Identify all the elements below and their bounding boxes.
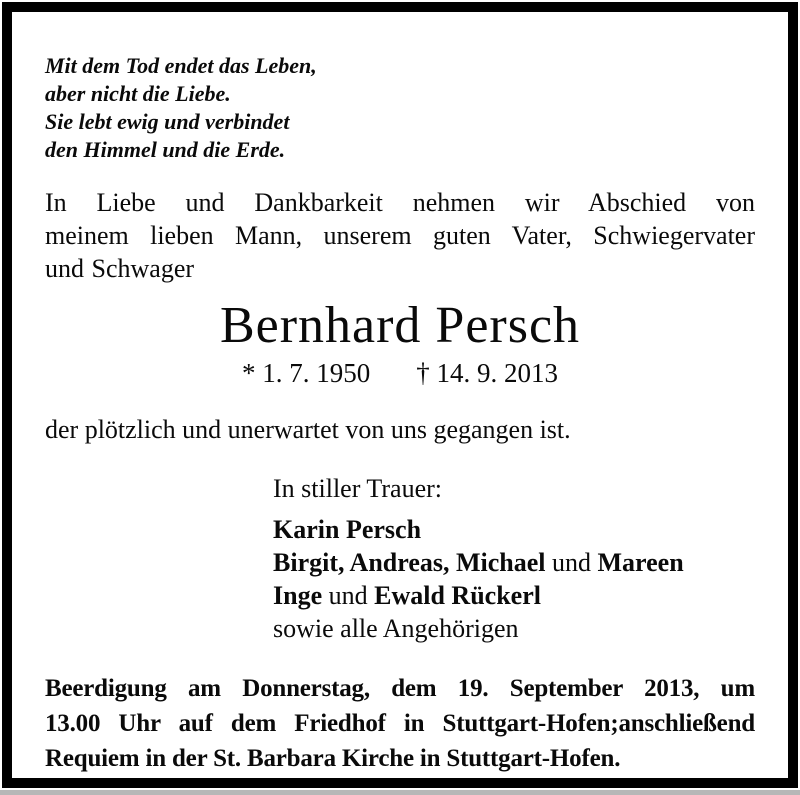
obituary-card: [2, 2, 798, 788]
epigraph-line-2: aber nicht die Liebe.: [45, 81, 231, 106]
mourning-heading: In stiller Trauer:: [273, 474, 442, 503]
epigraph-poem: [45, 52, 755, 164]
funeral-line-1: Beerdigung am Donnerstag, dem 19. September 2013, um: [45, 675, 755, 702]
mourner-line-4: sowie alle Angehörigen: [273, 614, 519, 643]
funeral-line-2: 13.00 Uhr auf dem Friedhof in Stuttgart-Hofen;anschließend: [45, 710, 755, 737]
life-dates: [45, 357, 755, 389]
birth-date: * 1. 7. 1950: [242, 358, 371, 388]
funeral-details: [45, 671, 755, 776]
mourning-block: [273, 472, 755, 645]
farewell-paragraph: [45, 186, 755, 285]
mourner-line-1: Karin Persch: [273, 515, 422, 544]
funeral-line-3: Requiem in der St. Barbara Kirche in Stuttgart-Hofen.: [45, 745, 621, 772]
farewell-line-3: und Schwager: [45, 254, 195, 283]
mourners-list: [273, 513, 755, 645]
epigraph-line-3: Sie lebt ewig und verbindet: [45, 109, 290, 134]
death-date: † 14. 9. 2013: [416, 358, 558, 388]
epigraph-line-4: den Himmel und die Erde.: [45, 137, 286, 162]
passing-line: der plötzlich und unerwartet von uns gegangen ist.: [45, 415, 571, 444]
deceased-name: Bernhard Persch: [219, 297, 581, 354]
mourner-line-2: Birgit, Andreas, Michael und Mareen: [273, 548, 684, 577]
farewell-line-1: In Liebe und Dankbarkeit nehmen wir Abschied von: [45, 188, 755, 217]
epigraph-line-1: Mit dem Tod endet das Leben,: [45, 53, 317, 78]
farewell-line-2: meinem lieben Mann, unserem guten Vater, Schwiegervater: [45, 221, 755, 250]
page-bottom-edge: [0, 790, 800, 795]
mourner-line-3: Inge und Ewald Rückerl: [273, 581, 541, 610]
